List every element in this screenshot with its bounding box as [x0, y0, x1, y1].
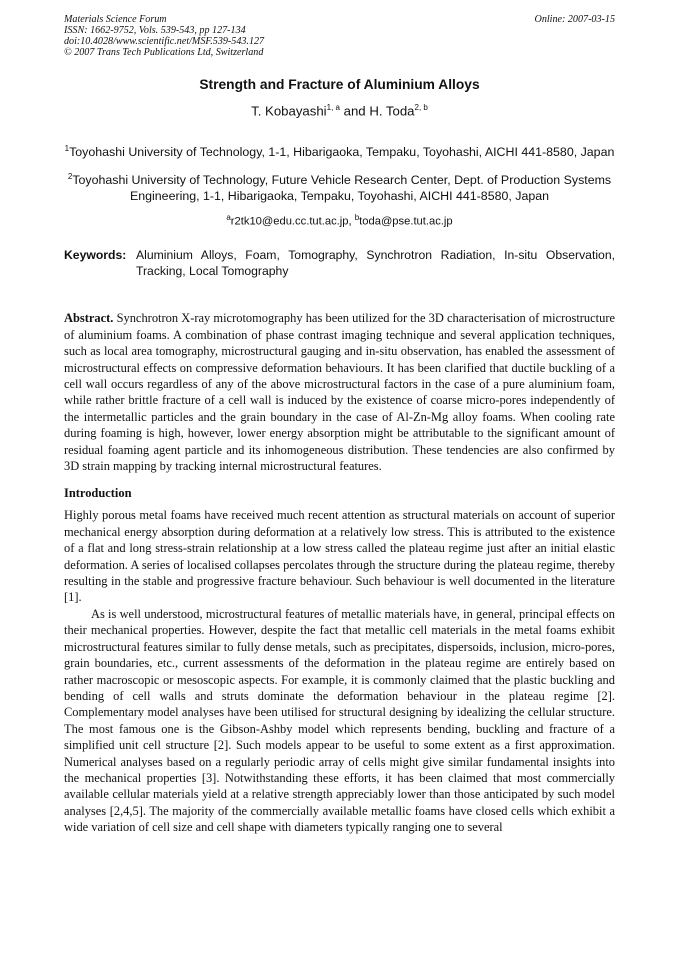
author-1-superscript: 1, a	[326, 103, 340, 112]
journal-name: Materials Science Forum	[64, 14, 167, 25]
abstract	[64, 310, 615, 474]
doi-line: doi:10.4028/www.scientific.net/MSF.539-543.127	[64, 36, 265, 47]
email-b-marker: b	[354, 213, 360, 223]
affiliation-2	[64, 169, 615, 204]
author-1: T. Kobayashi	[251, 103, 327, 119]
author-2-superscript: 2, b	[414, 103, 428, 112]
section-heading-introduction: Introduction	[64, 486, 132, 501]
email-line	[64, 210, 615, 230]
affiliation-1	[64, 141, 615, 161]
paper-page	[64, 14, 615, 836]
author-conjunction: and	[339, 103, 370, 119]
abstract-text: Synchrotron X-ray microtomography has been utilized for the 3D characterisation of microstructure of aluminium foams. A combination of phase contrast imaging technique and several application techniques, such as local area tomography, microstructural gauging and in-situ observation, has enabled the assessment of microstructural effects on compressive deformation behaviours. It has been clarified that ductile buckling of a cell wall occurs regardless of any of the above microstructural factors in the case of a pure aluminium foam, while rather brittle fracture of a cell wall is induced by the existence of coarse micro-pores independently of the intermetallic particles and the grain boundary in the case of Al-Zn-Mg alloy foams. When cooling rate during foaming is high, however, lower energy absorption might be attributable to the significant amount of residual foaming agent particle and its inhomogeneous distribution. These tendencies are also confirmed by 3D strain mapping by tracking internal microstructural features.	[64, 311, 615, 474]
keywords-text: Aluminium Alloys, Foam, Tomography, Synchrotron Radiation, In-situ Observation, Tracking, Local Tomography	[136, 248, 615, 278]
keywords-block	[64, 248, 615, 279]
author-line	[64, 103, 615, 118]
online-date: Online: 2007-03-15	[534, 14, 615, 25]
introduction-paragraph-2: As is well understood, microstructural features of metallic materials have, in general, principal effects on their mechanical properties. However, despite the fact that metallic cell materials in the metal foams exhibit microstructural features similar to fully dense metals, such as precipitates, dispersoids, inclusion, micro-pores, grain boundaries, etc., current assessments of the deformation in the plateau regime are entirely based on rather macroscopic or mesoscopic aspects. For example, it is commonly claimed that the plastic buckling and bending of cell walls and struts dominate the deformation behaviour in the plateau regime [2]. Complementary model analyses have been utilised for structural designing by idealizing the cellular structure. The most famous one is the Gibson-Ashby model which represents bending, buckling and fracture of a simplified unit cell structure [2]. Such models appear to be useful to some extent as a first approximation. Numerical analyses based on a regularly periodic array of cells might give similar fundamental insights into the mechanical properties [3]. Notwithstanding these efforts, it has been claimed that most commercially available cellular materials yield at a relative strength appreciably lower than those anticipated by such model analyses [2,4,5]. The majority of the commercially available metallic foams have closed cells which exhibit a wide variation of cell size and cell shape with diameters typically ranging one to several	[64, 606, 615, 835]
email-b[interactable]: toda@pse.tut.ac.jp	[359, 215, 453, 228]
email-a-marker: a	[226, 213, 231, 223]
copyright-line: © 2007 Trans Tech Publications Ltd, Switzerland	[64, 47, 264, 58]
email-a[interactable]: r2tk10@edu.cc.tut.ac.jp,	[230, 215, 355, 228]
abstract-label: Abstract.	[64, 311, 114, 326]
affiliation-2-text: Toyohashi University of Technology, Future Vehicle Research Center, Dept. of Production Systems Engineering, 1-1, Hibarigaoka, Tempaku, Toyohashi, AICHI 441-8580, Japan	[72, 173, 612, 203]
journal-header	[64, 14, 615, 58]
affiliation-2-marker: 2	[67, 172, 73, 182]
issn-line: ISSN: 1662-9752, Vols. 539-543, pp 127-134	[64, 25, 246, 36]
affiliation-1-marker: 1	[64, 144, 70, 154]
author-2: H. Toda	[369, 103, 415, 119]
paper-title: Strength and Fracture of Aluminium Alloys	[199, 77, 480, 92]
affiliation-1-text: Toyohashi University of Technology, 1-1, Hibarigaoka, Tempaku, Toyohashi, AICHI 441-8580, Japan	[69, 145, 615, 160]
keywords-label: Keywords:	[64, 248, 127, 263]
introduction-paragraph-1: Highly porous metal foams have received much recent attention as structural materials on account of superior mechanical energy absorption during deformation at a relatively low stress. This is attributed to the existence of a flat and long stress-strain relationship at a low stress called the plateau regime just after an initial elastic deformation. A series of localised collapses percolates through the structure during the plateau regime, thereby resulting in the stable and progressive fracture behaviour. Such behaviour is well documented in the literature [1].	[64, 508, 615, 605]
